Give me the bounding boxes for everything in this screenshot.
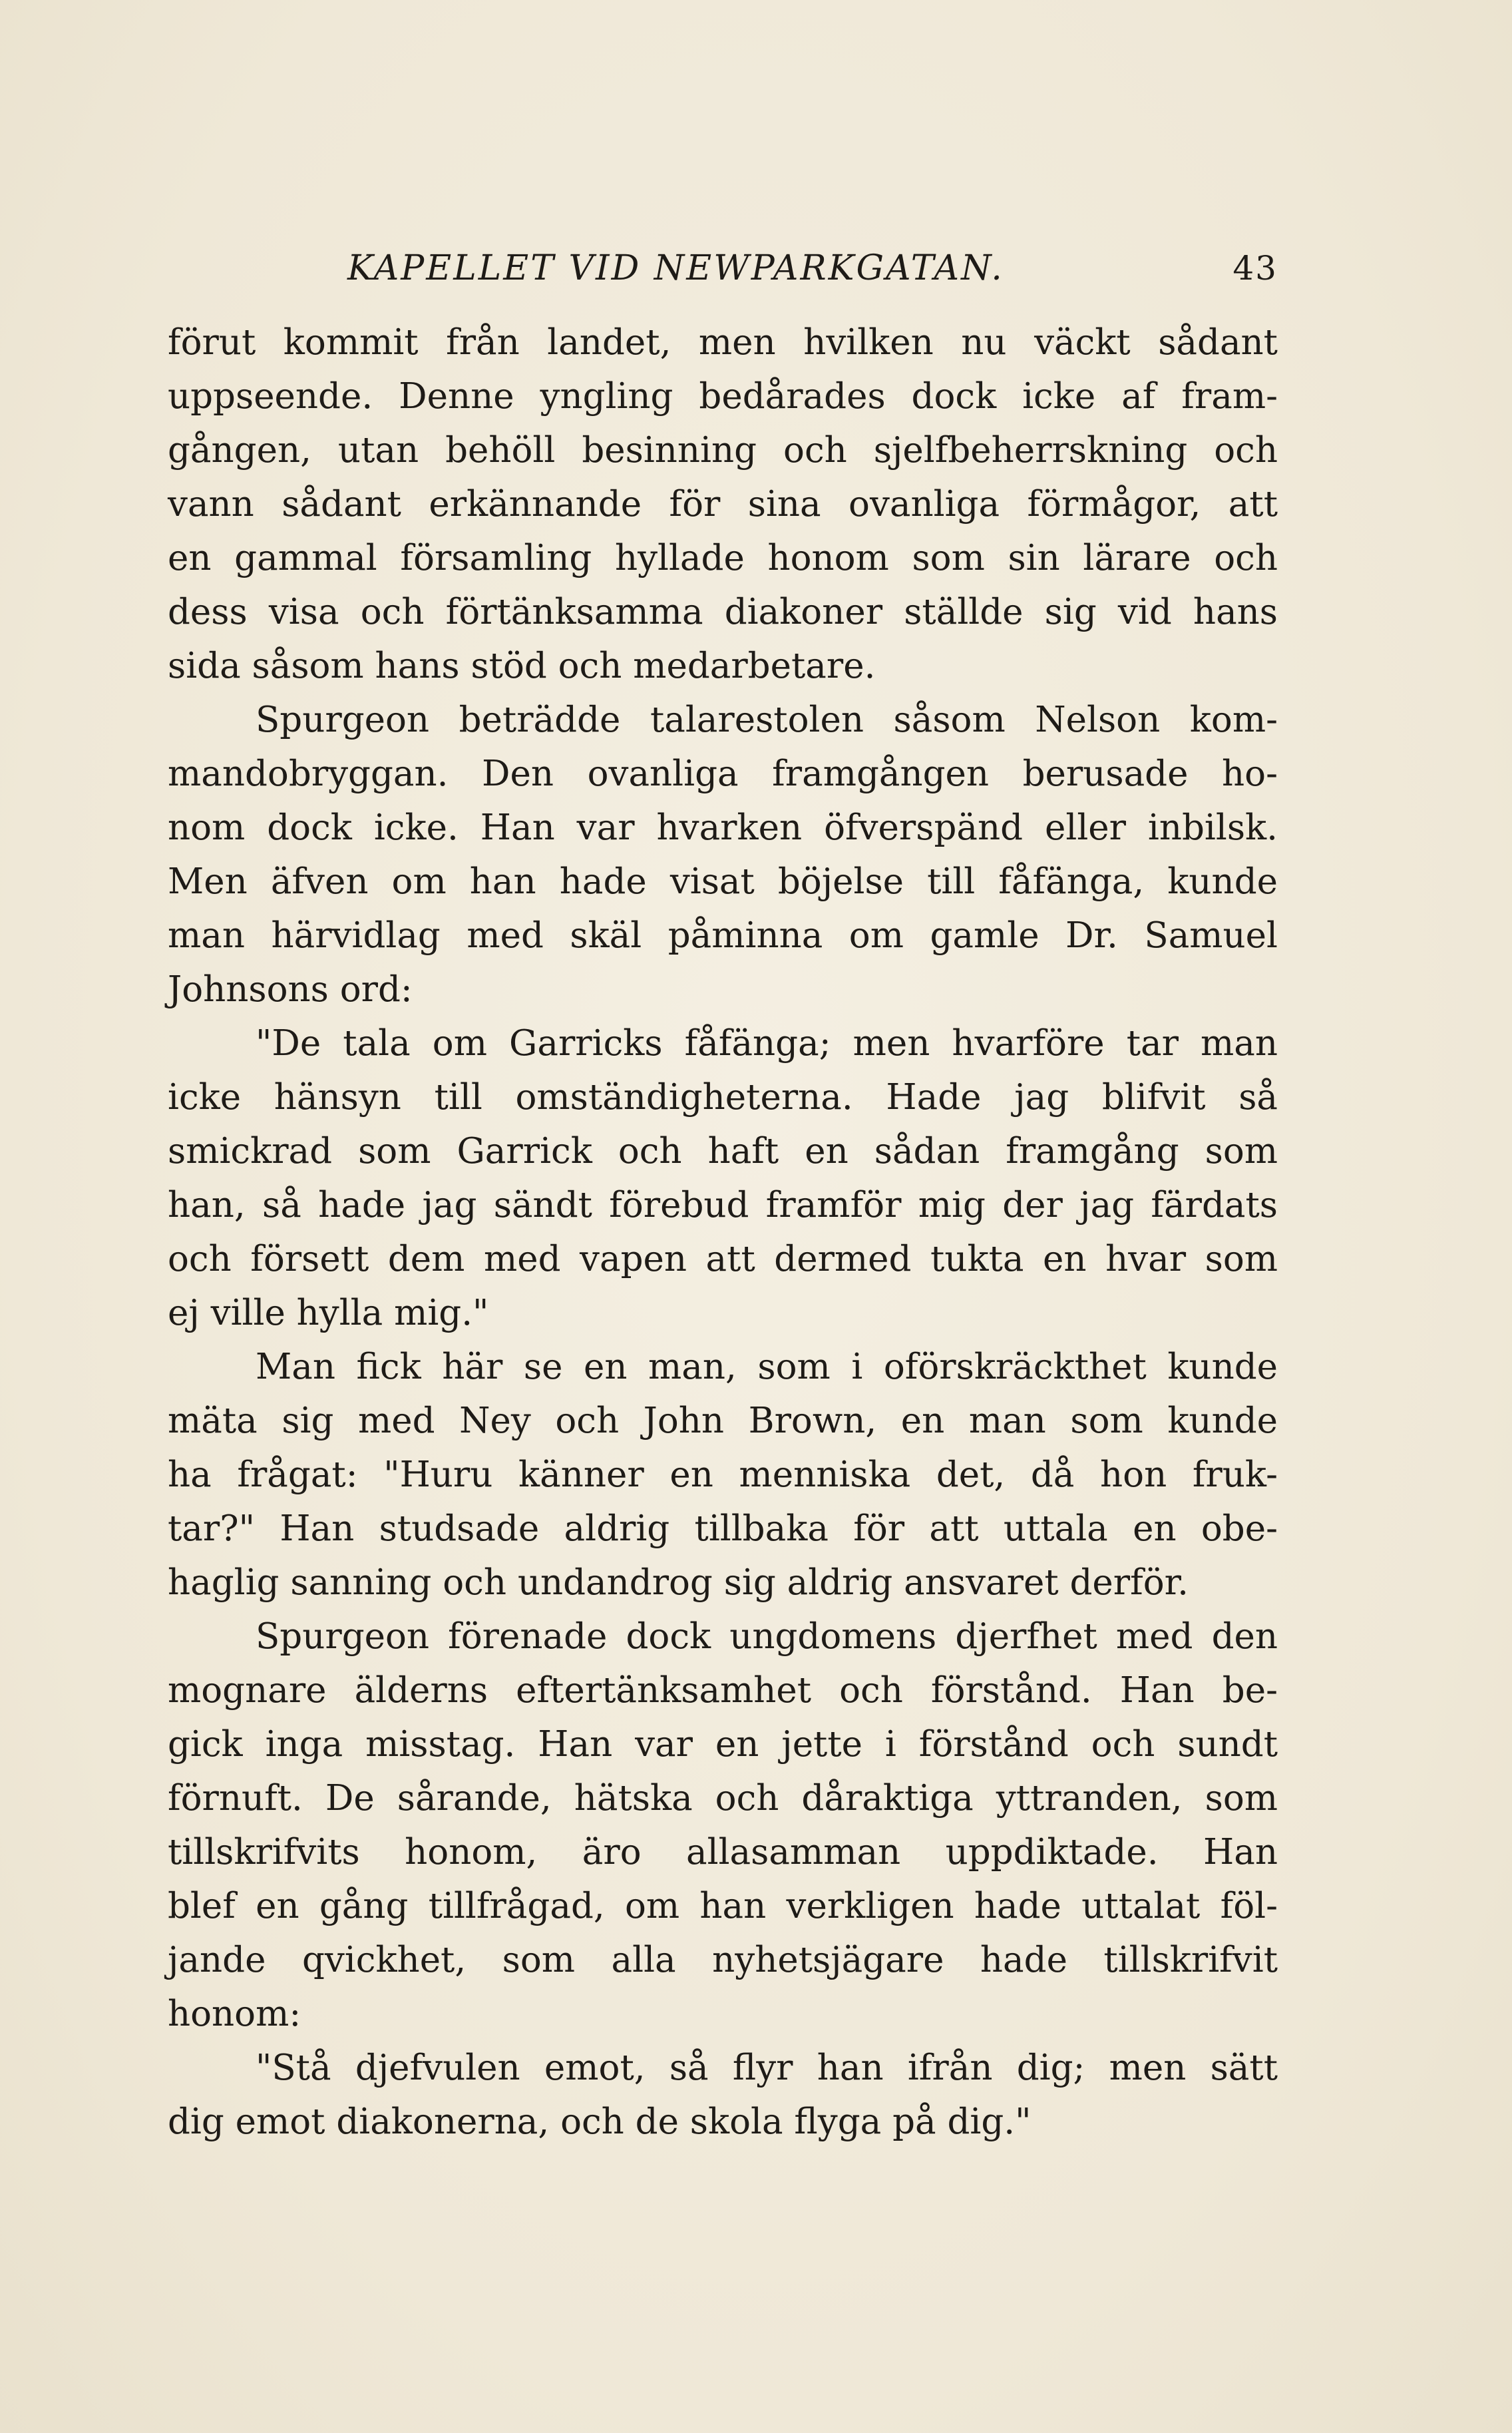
text-line: icke hänsyn till omständigheterna. Hade jag blifvit så xyxy=(168,1077,1278,1118)
text-line: ha frågat: "Huru känner en menniska det, då hon fruk- xyxy=(168,1454,1278,1495)
text-line: mäta sig med Ney och John Brown, en man som kunde xyxy=(168,1401,1278,1441)
text-line: Man fick här se en man, som i oförskräckthet kunde xyxy=(256,1347,1278,1387)
text-line: smickrad som Garrick och haft en sådan framgång som xyxy=(168,1131,1278,1172)
text-line: sida såsom hans stöd och medarbetare. xyxy=(168,646,876,686)
text-line: gick inga misstag. Han var en jette i förstånd och sundt xyxy=(168,1724,1278,1765)
text-line: man härvidlag med skäl påminna om gamle Dr. Samuel xyxy=(168,915,1278,956)
text-line: och försett dem med vapen att dermed tukta en hvar som xyxy=(168,1239,1278,1279)
text-line: vann sådant erkännande för sina ovanliga förmågor, att xyxy=(168,484,1278,525)
text-line: dig emot diakonerna, och de skola flyga på dig." xyxy=(168,2101,1032,2142)
text-line: en gammal församling hyllade honom som sin lärare och xyxy=(168,538,1278,578)
text-line: "Stå djefvulen emot, så flyr han ifrån dig; men sätt xyxy=(256,2048,1278,2088)
text-line: jande qvickhet, som alla nyhetsjägare hade tillskrifvit xyxy=(168,1940,1278,1980)
text-line: haglig sanning och undandrog sig aldrig ansvaret derför. xyxy=(168,1562,1189,1603)
text-line: förnuft. De sårande, hätska och dåraktiga yttranden, som xyxy=(168,1778,1278,1819)
running-title: KAPELLET VID NEWPARKGATAN. xyxy=(347,248,1004,288)
page-number: 43 xyxy=(1232,249,1278,288)
text-line: blef en gång tillfrågad, om han verkligen hade uttalat föl- xyxy=(168,1886,1278,1926)
text-line: uppseende. Denne yngling bedårades dock icke af fram- xyxy=(168,376,1278,417)
text-line: mognare älderns eftertänksamhet och förstånd. Han be- xyxy=(168,1670,1278,1711)
text-line: Spurgeon förenade dock ungdomens djerfhet med den xyxy=(256,1616,1278,1657)
text-line: Johnsons ord: xyxy=(168,969,413,1010)
text-line: ej ville hylla mig." xyxy=(168,1293,489,1333)
text-line: förut kommit från landet, men hvilken nu väckt sådant xyxy=(168,322,1278,363)
text-line: "De tala om Garricks fåfänga; men hvarföre tar man xyxy=(256,1023,1278,1064)
text-line: tar?" Han studsade aldrig tillbaka för att uttala en obe- xyxy=(168,1508,1278,1549)
body-text xyxy=(168,316,1278,2149)
text-line: Spurgeon beträdde talarestolen såsom Nelson kom- xyxy=(256,700,1278,740)
text-line: mandobryggan. Den ovanliga framgången berusade ho- xyxy=(168,754,1278,794)
text-line: Men äfven om han hade visat böjelse till fåfänga, kunde xyxy=(168,861,1278,902)
page-header xyxy=(168,238,1278,298)
text-line: honom: xyxy=(168,1994,301,2034)
text-line: nom dock icke. Han var hvarken öfverspänd eller inbilsk. xyxy=(168,807,1278,848)
text-line: gången, utan behöll besinning och sjelfbeherrskning och xyxy=(168,430,1278,471)
text-line: han, så hade jag sändt förebud framför mig der jag färdats xyxy=(168,1185,1278,1225)
text-line: dess visa och förtänksamma diakoner ställde sig vid hans xyxy=(168,592,1278,632)
text-line: tillskrifvits honom, äro allasamman uppdiktade. Han xyxy=(168,1832,1278,1873)
